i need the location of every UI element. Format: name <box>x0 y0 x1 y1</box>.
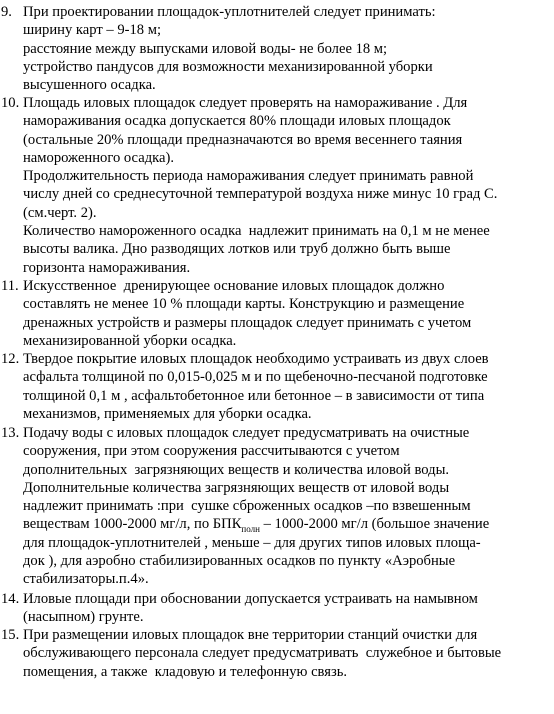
item-text <box>23 350 554 423</box>
text-line: Площадь иловых площадок следует проверять на намораживание . Для <box>23 95 468 111</box>
bpk-line-end: – 1000-2000 мг/л (большое значение <box>259 516 490 533</box>
text-line: стабилизаторы.п.4». <box>23 571 149 588</box>
text-line: Иловые площади при обосновании допускается устраивать на намывном <box>23 591 478 607</box>
text-line: Твердое покрытие иловых площадок необходимо устраивать из двух слоев <box>23 351 489 367</box>
text-line: толщиной 0,1 м , асфальтобетонное или бетонное – в зависимости от типа <box>23 387 485 404</box>
text-line: намороженного осадка). <box>23 149 174 166</box>
text-line: При проектировании площадок-уплотнителей следует принимать: <box>23 4 436 20</box>
text-line: для площадок-уплотнителей , меньше – для других типов иловых площа- <box>23 534 481 551</box>
text-line: (см.черт. 2). <box>23 204 97 221</box>
item-text <box>23 3 554 94</box>
item-text <box>23 424 554 589</box>
text-line: числу дней со среднесуточной температурой воздуха ниже минус 10 град С. <box>23 186 498 203</box>
item-text <box>23 626 554 681</box>
text-line: устройство пандусов для возможности механизированной уборки <box>23 58 433 75</box>
text-line: надлежит принимать :при сушке сброженных осадков –по взвешенным <box>23 498 471 515</box>
text-line: Количество намороженного осадка надлежит принимать на 0,1 м не менее <box>23 223 490 240</box>
item-number: 10. <box>1 95 20 111</box>
item-text <box>23 94 554 277</box>
item-number: 12. <box>1 351 20 367</box>
text-line: дренажных устройств и размеры площадок следует принимать с учетом <box>23 314 472 331</box>
text-line: помещения, а также кладовую и телефонную связь. <box>23 663 348 680</box>
text-line: высушенного осадка. <box>23 77 156 94</box>
item-text <box>23 590 554 627</box>
text-line: механизированной уборки осадка. <box>23 332 237 349</box>
item-number: 9. <box>1 4 12 20</box>
bpk-line-start: веществам 1000-2000 мг/л, по БПК <box>23 516 242 533</box>
text-line: составлять не менее 10 % площади карты. Конструкцию и размещение <box>23 296 465 313</box>
bpk-subscript: полн <box>241 524 260 535</box>
item-number: 15. <box>1 627 20 643</box>
text-line: обслуживающего персонала следует предусматривать служебное и бытовые <box>23 645 502 662</box>
text-line: расстояние между выпусками иловой воды- не более 18 м; <box>23 40 388 57</box>
text-line: ширину карт – 9-18 м; <box>23 22 162 39</box>
text-line: (остальные 20% площади предназначаются во время весеннего таяния <box>23 131 463 148</box>
text-line: Дополнительные количества загрязняющих веществ от иловой воды <box>23 479 450 496</box>
text-line: Искусственное дренирующее основание иловых площадок должно <box>23 278 445 294</box>
text-line: механизмов, применяемых для уборки осадка. <box>23 405 312 422</box>
text-line: дополнительных загрязняющих веществ и количества иловой воды. <box>23 461 450 478</box>
text-line: сооружения, при этом сооружения рассчитываются с учетом <box>23 443 400 460</box>
text-line: асфальта толщиной по 0,015-0,025 м и по щебеночно-песчаной подготовке <box>23 369 488 386</box>
text-line-bpk <box>23 515 554 533</box>
text-line: Продолжительность периода намораживания следует принимать равной <box>23 168 474 185</box>
text-line: док ), для аэробно стабилизированных осадков по пункту «Аэробные <box>23 553 456 570</box>
item-text <box>23 277 554 350</box>
item-number: 11. <box>1 278 19 294</box>
text-line: намораживания осадка допускается 80% площади иловых площадок <box>23 113 451 130</box>
text-line: высоты валика. Дно разводящих лотков или труб должно быть выше <box>23 241 451 258</box>
text-line: Подачу воды с иловых площадок следует предусматривать на очистные <box>23 425 470 441</box>
text-line: горизонта намораживания. <box>23 259 191 276</box>
text-line: (насыпном) грунте. <box>23 609 144 626</box>
item-number: 13. <box>1 425 20 441</box>
text-line: При размещении иловых площадок вне территории станций очистки для <box>23 627 478 643</box>
item-number: 14. <box>1 591 20 607</box>
